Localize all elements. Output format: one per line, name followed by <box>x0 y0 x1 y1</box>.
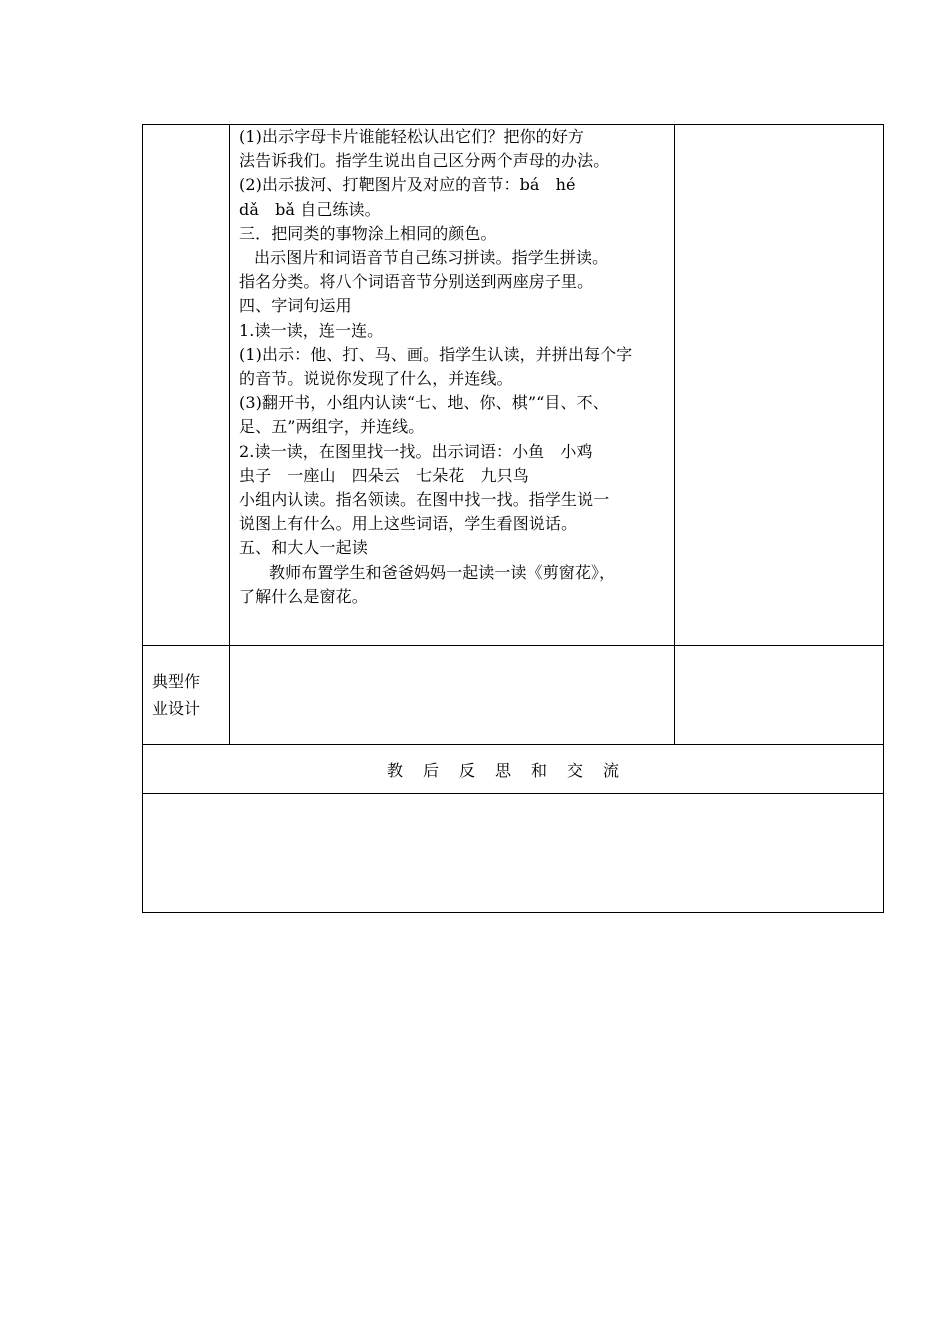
text-line: 指名分类。将八个词语音节分别送到两座房子里。 <box>239 272 594 292</box>
section-heading: 五、和大人一起读 <box>239 538 368 558</box>
text-line: (1)出示：他、打、马、画。指学生认读，并拼出每个字 <box>239 344 633 364</box>
text-line: 2.读一读，在图里找一找。出示词语：小鱼 小鸡 <box>239 441 593 461</box>
text-line: 小组内认读。指名领读。在图中找一找。指学生说一 <box>239 490 610 510</box>
section-heading: 三．把同类的事物涂上相同的颜色。 <box>239 223 497 243</box>
homework-row <box>143 646 884 745</box>
text-line: dǎ bǎ 自己练读。 <box>239 199 381 219</box>
reflection-header: 教后反思和交流 <box>143 745 884 794</box>
homework-label <box>143 646 230 745</box>
reflection-content-cell <box>143 794 884 913</box>
text-line: 教师布置学生和爸爸妈妈一起读一读《剪窗花》， <box>269 562 616 582</box>
text-line: 足、五”两组字，并连线。 <box>239 417 425 437</box>
text-line: 1.读一读，连一连。 <box>239 320 384 340</box>
teaching-process-cell <box>230 125 675 646</box>
homework-content-cell <box>230 646 675 745</box>
text-line: 出示图片和词语音节自己练习拼读。指学生拼读。 <box>254 248 609 268</box>
homework-label-line: 业设计 <box>152 699 201 718</box>
text-line: 说图上有什么。用上这些词语，学生看图说话。 <box>239 514 578 534</box>
text-line: 了解什么是窗花。 <box>239 586 368 606</box>
text-line: 法告诉我们。指学生说出自己区分两个声母的办法。 <box>239 151 610 171</box>
reflection-header-row <box>143 745 884 794</box>
text-line: 虫子 一座山 四朵云 七朵花 九只鸟 <box>239 465 529 485</box>
text-line: (3)翻开书，小组内认读“七、地、你、棋”“目、不、 <box>239 393 609 413</box>
notes-cell <box>675 125 884 646</box>
text-line: (1)出示字母卡片谁能轻松认出它们？把你的好方 <box>239 127 584 146</box>
text-line: (2)出示拔河、打靶图片及对应的音节：bá hé <box>239 175 576 195</box>
section-heading: 四、字词句运用 <box>239 296 352 316</box>
empty-label-cell <box>143 125 230 646</box>
lesson-plan-table <box>142 124 884 913</box>
homework-notes-cell <box>675 646 884 745</box>
teaching-process-row <box>143 125 884 646</box>
text-line: 的音节。说说你发现了什么，并连线。 <box>239 369 513 389</box>
reflection-content-row <box>143 794 884 913</box>
homework-label-line: 典型作 <box>152 672 201 691</box>
